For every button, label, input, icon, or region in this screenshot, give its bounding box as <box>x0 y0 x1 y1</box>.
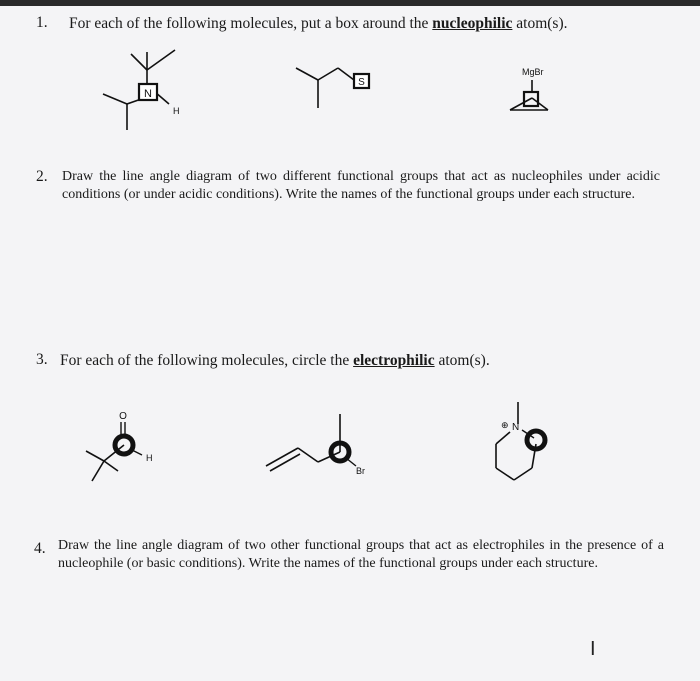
q3-o-label: O <box>119 411 127 422</box>
q1-text <box>69 14 689 33</box>
q3-br-label: Br <box>356 466 365 476</box>
q3-charge-label: ⊕ <box>501 420 509 430</box>
q1-keyword: nucleophilic <box>432 15 513 32</box>
q1-molecule-amine <box>95 42 195 137</box>
top-edge-bar <box>0 0 700 6</box>
q1-prefix: For each of the following molecules, put a box around the <box>69 15 429 32</box>
q1-molecule-thioether <box>290 60 380 115</box>
q3-prefix: For each of the following molecules, circle the <box>60 352 350 369</box>
q2-number: 2. <box>36 168 48 185</box>
q4-number: 4. <box>34 540 46 557</box>
q4-text: Draw the line angle diagram of two other functional groups that act as electrophiles in the presence of a nucleophile (or basic conditions). Write the names of the functional groups under each structure. <box>58 538 664 571</box>
q1-molecule-grignard <box>500 62 570 122</box>
q1-s-label: S <box>358 77 365 88</box>
q3-molecule-iminium <box>488 398 558 488</box>
q2-text: Draw the line angle diagram of two different functional groups that act as nucleophiles under acidic conditions (or under acidic conditions). Write the names of the functional groups under each structure. <box>62 169 660 202</box>
q1-mgbr-label: MgBr <box>522 67 544 77</box>
q3-molecule-alkyl-bromide <box>262 410 372 480</box>
q1-n-label: N <box>144 88 152 100</box>
q3-molecule-aldehyde <box>80 405 170 490</box>
q3-h-label: H <box>146 453 153 463</box>
q3-n-label: N <box>512 422 520 433</box>
text-cursor-icon: I <box>590 638 596 660</box>
q3-suffix: atom(s). <box>438 352 490 369</box>
q3-keyword: electrophilic <box>353 352 435 369</box>
q3-text <box>60 351 680 370</box>
q3-number: 3. <box>36 351 48 368</box>
q1-suffix: atom(s). <box>516 15 568 32</box>
q1-h-label: H <box>173 106 180 116</box>
q1-number: 1. <box>36 14 48 31</box>
